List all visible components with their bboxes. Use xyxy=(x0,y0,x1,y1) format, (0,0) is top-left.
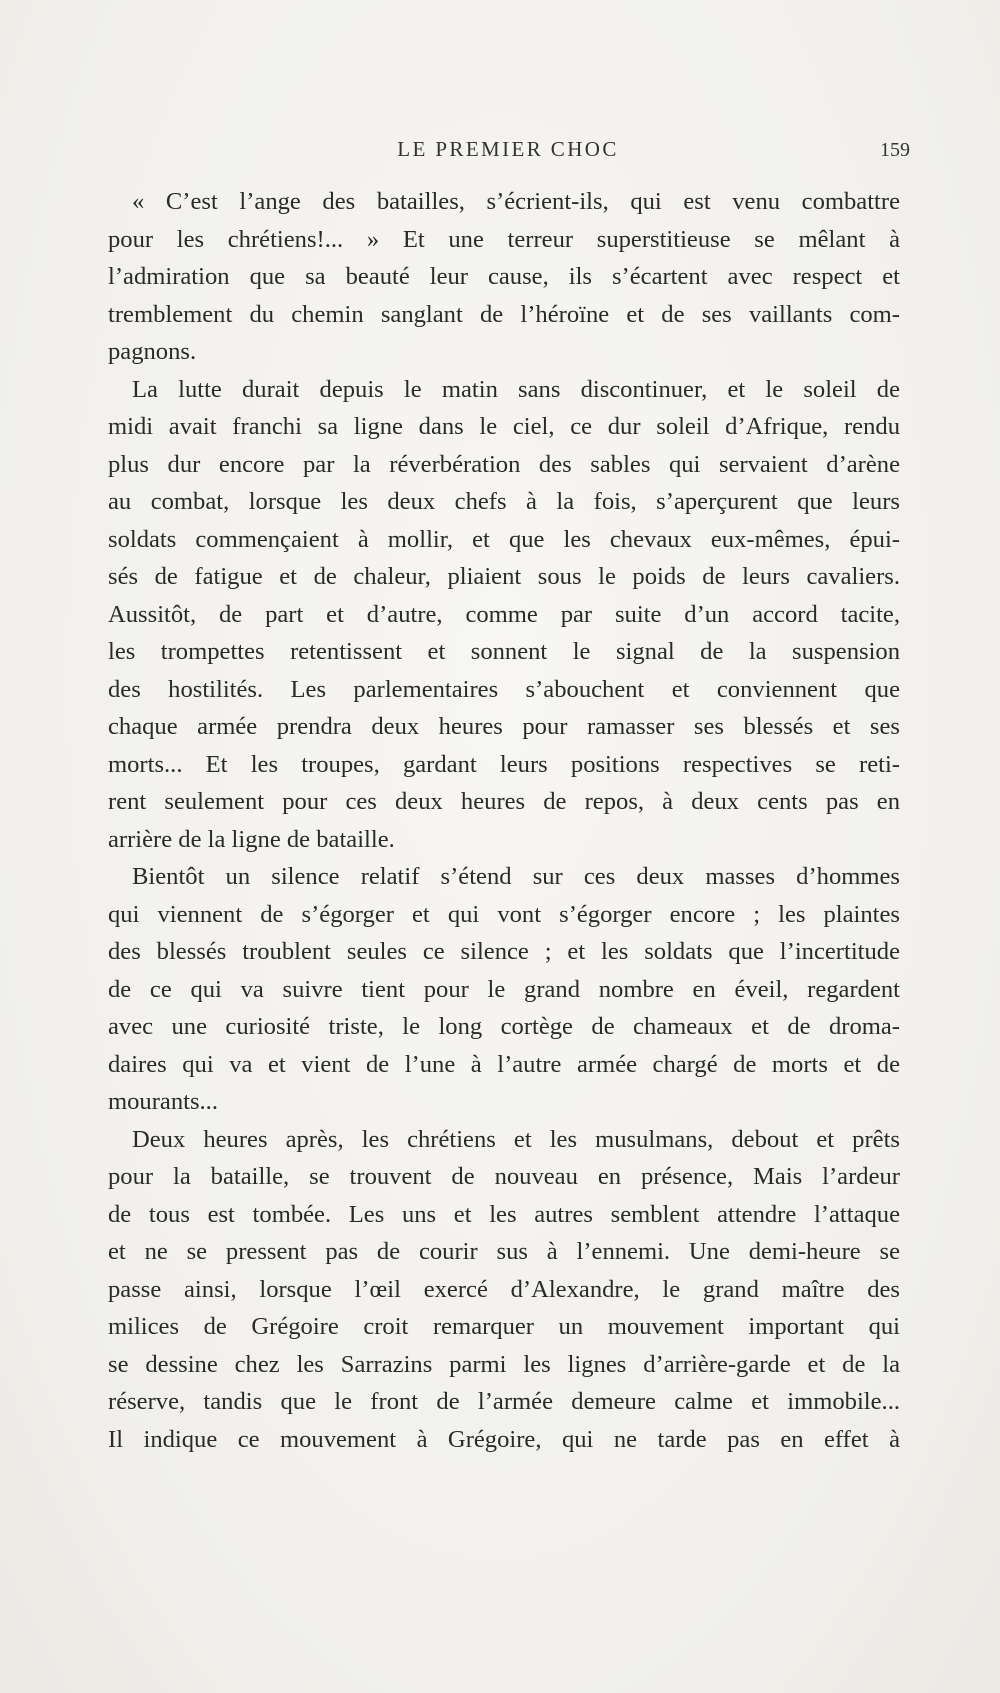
text-line: pour les chrétiens!... » Et une terreur superstitieuse se mêlant à xyxy=(108,225,900,253)
body-text xyxy=(108,183,900,1458)
text-line: sés de fatigue et de chaleur, pliaient sous le poids de leurs cavaliers. xyxy=(108,563,900,590)
text-line: daires qui va et vient de l’une à l’autre armée chargé de morts et de xyxy=(108,1050,900,1078)
text-line: des hostilités. Les parlementaires s’abouchent et conviennent que xyxy=(108,675,900,703)
paragraph-3 xyxy=(108,858,900,1121)
text-line: rent seulement pour ces deux heures de repos, à deux cents pas en xyxy=(108,788,900,815)
text-line: se dessine chez les Sarrazins parmi les lignes d’arrière-garde et de la xyxy=(108,1350,900,1378)
text-line: les trompettes retentissent et sonnent le signal de la suspension xyxy=(108,638,900,665)
text-line: « C’est l’ange des batailles, s’écrient-ils, qui est venu combattre xyxy=(132,188,900,215)
text-line: tremblement du chemin sanglant de l’héroïne et de ses vaillants com- xyxy=(108,300,900,328)
text-line: de tous est tombée. Les uns et les autres semblent attendre l’attaque xyxy=(108,1200,900,1228)
text-line: pagnons. xyxy=(108,338,197,365)
running-title: LE PREMIER CHOC xyxy=(397,137,619,161)
text-line: passe ainsi, lorsque l’œil exercé d’Alexandre, le grand maître des xyxy=(108,1275,900,1303)
text-line: Aussitôt, de part et d’autre, comme par suite d’un accord tacite, xyxy=(108,600,900,628)
text-line: mourants... xyxy=(108,1088,218,1115)
text-line: Deux heures après, les chrétiens et les musulmans, debout et prêts xyxy=(132,1125,900,1153)
text-line: pour la bataille, se trouvent de nouveau en présence, Mais l’ardeur xyxy=(108,1163,900,1190)
text-line: midi avait franchi sa ligne dans le ciel, ce dur soleil d’Afrique, rendu xyxy=(108,413,900,440)
text-line: et ne se pressent pas de courir sus à l’ennemi. Une demi-heure se xyxy=(108,1238,900,1265)
text-line: Bientôt un silence relatif s’étend sur ces deux masses d’hommes xyxy=(132,863,900,890)
text-line: des blessés troublent seules ce silence ; et les soldats que l’incertitude xyxy=(108,938,900,965)
text-line: Il indique ce mouvement à Grégoire, qui ne tarde pas en effet à xyxy=(108,1425,900,1453)
text-line: avec une curiosité triste, le long cortège de chameaux et de droma- xyxy=(108,1013,900,1040)
paragraph-2 xyxy=(108,371,900,859)
paragraph-4 xyxy=(108,1121,900,1459)
text-line: réserve, tandis que le front de l’armée demeure calme et immobile... xyxy=(108,1388,900,1415)
text-line: chaque armée prendra deux heures pour ramasser ses blessés et ses xyxy=(108,713,900,740)
text-line: soldats commençaient à mollir, et que les chevaux eux-mêmes, épui- xyxy=(108,525,900,553)
text-line: morts... Et les troupes, gardant leurs positions respectives se reti- xyxy=(108,750,900,778)
text-line: plus dur encore par la réverbération des sables qui servaient d’arène xyxy=(108,450,900,478)
text-line: arrière de la ligne de bataille. xyxy=(108,825,395,853)
text-line: La lutte durait depuis le matin sans discontinuer, et le soleil de xyxy=(132,375,900,403)
text-line: de ce qui va suivre tient pour le grand nombre en éveil, regardent xyxy=(108,975,900,1003)
page-number: 159 xyxy=(880,139,910,161)
text-line: au combat, lorsque les deux chefs à la fois, s’aperçurent que leurs xyxy=(108,488,900,515)
page-header xyxy=(108,137,908,167)
text-line: qui viennent de s’égorger et qui vont s’égorger encore ; les plaintes xyxy=(108,900,900,928)
text-line: milices de Grégoire croit remarquer un mouvement important qui xyxy=(108,1313,900,1340)
paragraph-1 xyxy=(108,183,900,371)
text-line: l’admiration que sa beauté leur cause, ils s’écartent avec respect et xyxy=(108,263,900,290)
